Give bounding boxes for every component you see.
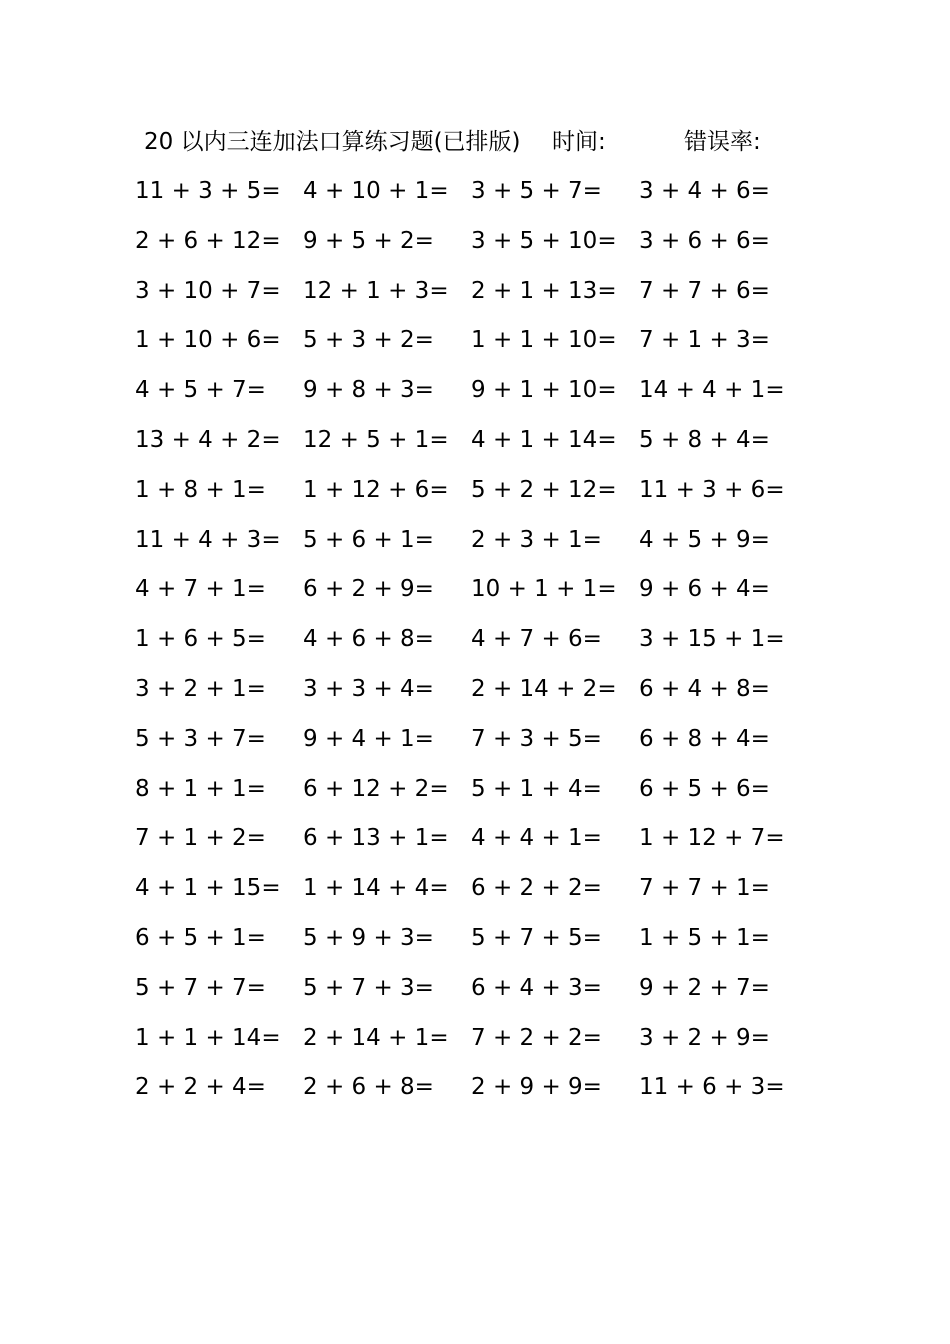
addition-problem: 3 + 2 + 9= (639, 1024, 770, 1051)
problem-row (0, 421, 950, 471)
worksheet-header (0, 124, 950, 160)
addition-problem: 3 + 5 + 10= (471, 227, 617, 254)
problem-row (0, 1068, 950, 1118)
addition-problem: 4 + 7 + 6= (471, 626, 602, 653)
addition-problem: 3 + 15 + 1= (639, 626, 785, 653)
addition-problem: 12 + 5 + 1= (303, 426, 449, 453)
addition-problem: 4 + 5 + 7= (135, 377, 266, 404)
addition-problem: 5 + 2 + 12= (471, 476, 617, 503)
addition-problem: 4 + 1 + 15= (135, 875, 281, 902)
addition-problem: 6 + 5 + 1= (135, 924, 266, 951)
problem-row (0, 919, 950, 969)
problem-row (0, 720, 950, 770)
addition-problem: 7 + 1 + 2= (135, 825, 266, 852)
addition-problem: 4 + 5 + 9= (639, 526, 770, 553)
addition-problem: 6 + 8 + 4= (639, 725, 770, 752)
problem-grid (0, 172, 950, 1118)
addition-problem: 5 + 1 + 4= (471, 775, 602, 802)
problem-row (0, 321, 950, 371)
addition-problem: 13 + 4 + 2= (135, 426, 281, 453)
problem-row (0, 819, 950, 869)
problem-row (0, 1019, 950, 1069)
problem-row (0, 371, 950, 421)
addition-problem: 7 + 3 + 5= (471, 725, 602, 752)
addition-problem: 7 + 2 + 2= (471, 1024, 602, 1051)
time-label: 时间: (552, 129, 606, 155)
addition-problem: 5 + 7 + 3= (303, 974, 434, 1001)
addition-problem: 5 + 7 + 7= (135, 974, 266, 1001)
addition-problem: 9 + 1 + 10= (471, 377, 617, 404)
addition-problem: 1 + 12 + 7= (639, 825, 785, 852)
addition-problem: 5 + 7 + 5= (471, 924, 602, 951)
problem-row (0, 222, 950, 272)
addition-problem: 2 + 2 + 4= (135, 1074, 266, 1101)
addition-problem: 1 + 5 + 1= (639, 924, 770, 951)
addition-problem: 11 + 3 + 5= (135, 178, 281, 204)
error-rate-label: 错误率: (684, 129, 761, 155)
addition-problem: 5 + 3 + 7= (135, 725, 266, 752)
addition-problem: 5 + 9 + 3= (303, 924, 434, 951)
addition-problem: 4 + 6 + 8= (303, 626, 434, 653)
addition-problem: 2 + 3 + 1= (471, 526, 602, 553)
addition-problem: 3 + 10 + 7= (135, 277, 281, 304)
addition-problem: 12 + 1 + 3= (303, 277, 449, 304)
addition-problem: 2 + 14 + 2= (471, 675, 617, 702)
addition-problem: 4 + 7 + 1= (135, 576, 266, 603)
addition-problem: 9 + 4 + 1= (303, 725, 434, 752)
addition-problem: 4 + 10 + 1= (303, 178, 449, 204)
addition-problem: 2 + 6 + 12= (135, 227, 281, 254)
worksheet-title: 20 以内三连加法口算练习题(已排版) (144, 129, 521, 155)
addition-problem: 1 + 12 + 6= (303, 476, 449, 503)
addition-problem: 2 + 6 + 8= (303, 1074, 434, 1101)
addition-problem: 3 + 5 + 7= (471, 178, 602, 204)
addition-problem: 6 + 5 + 6= (639, 775, 770, 802)
addition-problem: 9 + 5 + 2= (303, 227, 434, 254)
addition-problem: 8 + 1 + 1= (135, 775, 266, 802)
problem-row (0, 869, 950, 919)
addition-problem: 3 + 6 + 6= (639, 227, 770, 254)
addition-problem: 2 + 14 + 1= (303, 1024, 449, 1051)
addition-problem: 3 + 4 + 6= (639, 178, 770, 204)
problem-row (0, 570, 950, 620)
addition-problem: 9 + 2 + 7= (639, 974, 770, 1001)
addition-problem: 3 + 3 + 4= (303, 675, 434, 702)
addition-problem: 6 + 2 + 9= (303, 576, 434, 603)
addition-problem: 5 + 6 + 1= (303, 526, 434, 553)
addition-problem: 6 + 2 + 2= (471, 875, 602, 902)
addition-problem: 7 + 7 + 6= (639, 277, 770, 304)
addition-problem: 5 + 3 + 2= (303, 327, 434, 354)
addition-problem: 4 + 1 + 14= (471, 426, 617, 453)
problem-row (0, 272, 950, 322)
addition-problem: 5 + 8 + 4= (639, 426, 770, 453)
addition-problem: 10 + 1 + 1= (471, 576, 617, 603)
addition-problem: 9 + 8 + 3= (303, 377, 434, 404)
addition-problem: 1 + 10 + 6= (135, 327, 281, 354)
addition-problem: 1 + 1 + 14= (135, 1024, 281, 1051)
addition-problem: 1 + 14 + 4= (303, 875, 449, 902)
problem-row (0, 670, 950, 720)
addition-problem: 6 + 12 + 2= (303, 775, 449, 802)
addition-problem: 11 + 3 + 6= (639, 476, 785, 503)
addition-problem: 6 + 13 + 1= (303, 825, 449, 852)
addition-problem: 7 + 7 + 1= (639, 875, 770, 902)
addition-problem: 2 + 1 + 13= (471, 277, 617, 304)
addition-problem: 6 + 4 + 8= (639, 675, 770, 702)
addition-problem: 1 + 8 + 1= (135, 476, 266, 503)
addition-problem: 7 + 1 + 3= (639, 327, 770, 354)
addition-problem: 11 + 6 + 3= (639, 1074, 785, 1101)
problem-row (0, 770, 950, 820)
addition-problem: 1 + 1 + 10= (471, 327, 617, 354)
addition-problem: 2 + 9 + 9= (471, 1074, 602, 1101)
problem-row (0, 969, 950, 1019)
addition-problem: 4 + 4 + 1= (471, 825, 602, 852)
addition-problem: 11 + 4 + 3= (135, 526, 281, 553)
addition-problem: 14 + 4 + 1= (639, 377, 785, 404)
problem-row (0, 172, 950, 222)
problem-row (0, 521, 950, 571)
problem-row (0, 471, 950, 521)
addition-problem: 1 + 6 + 5= (135, 626, 266, 653)
addition-problem: 6 + 4 + 3= (471, 974, 602, 1001)
problem-row (0, 620, 950, 670)
addition-problem: 9 + 6 + 4= (639, 576, 770, 603)
addition-problem: 3 + 2 + 1= (135, 675, 266, 702)
